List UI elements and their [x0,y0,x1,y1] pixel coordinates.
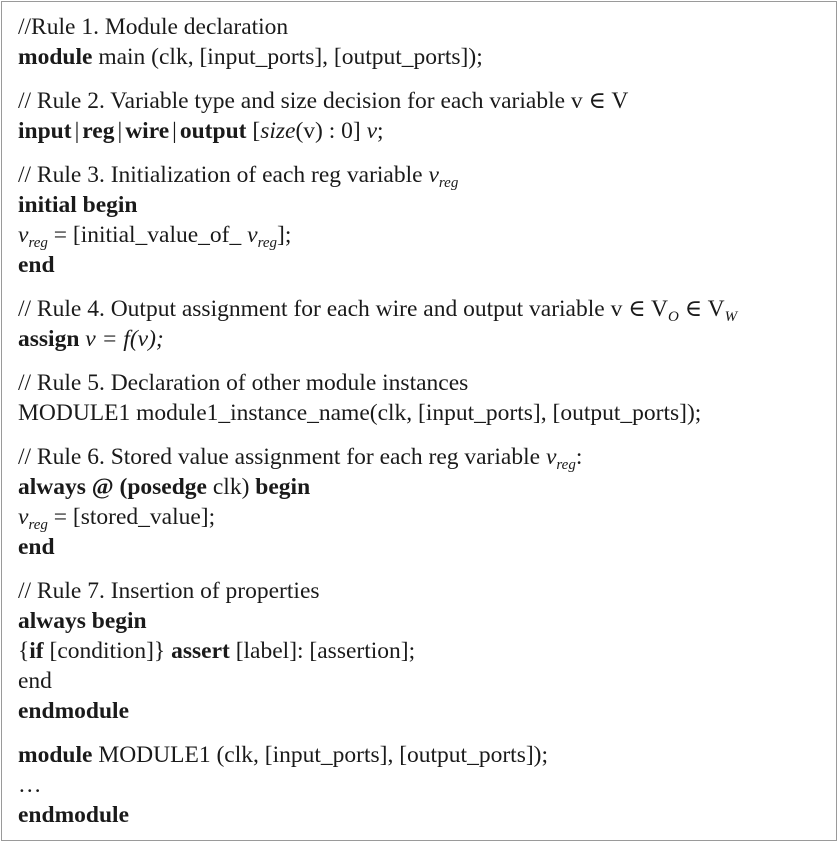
assertion-expr: [label]: [assertion]; [229,638,416,664]
module-instance: MODULE1 module1_instance_name(clk, [input_ports], [output_ports]); [18,400,702,426]
paren-open: ( [113,474,128,500]
keyword-output: output [179,118,247,144]
variable-v: v [366,118,378,144]
colon: : [575,444,583,470]
rule7-always [18,606,836,636]
keyword-reg: reg [82,118,115,144]
rule5-comment [18,368,836,398]
rule3-assign [18,220,836,250]
module1-body [18,770,836,800]
separator-bar: | [74,118,80,144]
subscript-o: O [668,309,679,325]
separator-bar: | [172,118,177,144]
keyword-assign: assign [18,326,80,352]
rule1-comment [18,12,836,42]
stored-value-expr: = [stored_value]; [47,504,216,530]
initial-value-expr: = [initial_value_of_ [47,222,248,248]
rule6-assign [18,502,836,532]
keyword-end: end [18,534,55,560]
semicolon: ; [377,118,384,144]
rule6-comment [18,442,836,472]
keyword-initial-begin: initial begin [18,192,138,218]
rule3-comment-text: // Rule 3. Initialization of each reg variable [18,162,429,188]
rule2-code [18,116,836,146]
rule7-endmodule [18,696,836,726]
size-bracket-open: [ [252,118,261,144]
module-main-signature: main (clk, [input_ports], [output_ports]); [98,44,483,70]
keyword-always-begin: always begin [18,608,147,634]
keyword-begin: begin [255,474,311,500]
rule3-initial [18,190,836,220]
size-bracket-close: : 0] [322,118,361,144]
separator-bar: | [117,118,123,144]
assign-expression: v = f(v); [79,326,164,352]
rule3-end [18,250,836,280]
initial-value-end: ]; [277,222,292,248]
keyword-endmodule: endmodule [18,802,129,828]
variable-v: v [428,162,439,188]
module1-signature: MODULE1 (clk, [input_ports], [output_ports]); [92,742,549,768]
rule1-code [18,42,836,72]
element-of-vw: ∈ V [678,296,725,322]
rule5-comment-text: // Rule 5. Declaration of other module instances [18,370,469,396]
rule7-comment-text: // Rule 7. Insertion of properties [18,578,320,604]
keyword-assert: assert [171,638,230,664]
rule6-always [18,472,836,502]
brace-open: { [18,638,30,664]
rule5-code [18,398,836,428]
rule2-comment-text: // Rule 2. Variable type and size decision for each variable v ∈ V [18,88,629,114]
rule1-comment-text: //Rule 1. Module declaration [18,14,289,40]
end-text: end [18,668,52,694]
rule2-comment [18,86,836,116]
condition-expr: [condition]} [43,638,172,664]
keyword-input: input [18,118,72,144]
keyword-if: if [29,638,44,664]
keyword-posedge: posedge [127,474,207,500]
keyword-module: module [18,742,93,768]
subscript-reg: reg [28,517,48,533]
rule7-comment [18,576,836,606]
rule3-comment [18,160,836,190]
module1-declaration [18,740,836,770]
subscript-reg: reg [438,175,459,191]
variable-v: v [247,222,258,248]
subscript-reg: reg [28,235,48,251]
subscript-w: W [724,309,738,325]
code-listing [18,12,836,830]
keyword-endmodule: endmodule [18,698,129,724]
rule7-assert [18,636,836,666]
keyword-end: end [18,252,55,278]
variable-v: v [18,222,29,248]
size-argument: (v) [295,118,323,144]
keyword-wire: wire [125,118,170,144]
subscript-reg: reg [257,235,278,251]
ellipsis: … [18,772,42,798]
rule4-code [18,324,836,354]
subscript-reg: reg [556,457,576,473]
rule7-end [18,666,836,696]
rule4-comment-text: // Rule 4. Output assignment for each wire and output variable v ∈ V [18,296,669,322]
size-function: size [260,118,296,144]
rule4-comment [18,294,836,324]
variable-v: v [18,504,29,530]
keyword-always-at: always @ [18,474,114,500]
variable-v: v [545,444,557,470]
keyword-module: module [18,44,93,70]
clk-signal: clk) [207,474,256,500]
module1-endmodule [18,800,836,830]
rule6-comment-text: // Rule 6. Stored value assignment for each reg variable [18,444,546,470]
code-listing-frame [1,1,837,841]
rule6-end [18,532,836,562]
